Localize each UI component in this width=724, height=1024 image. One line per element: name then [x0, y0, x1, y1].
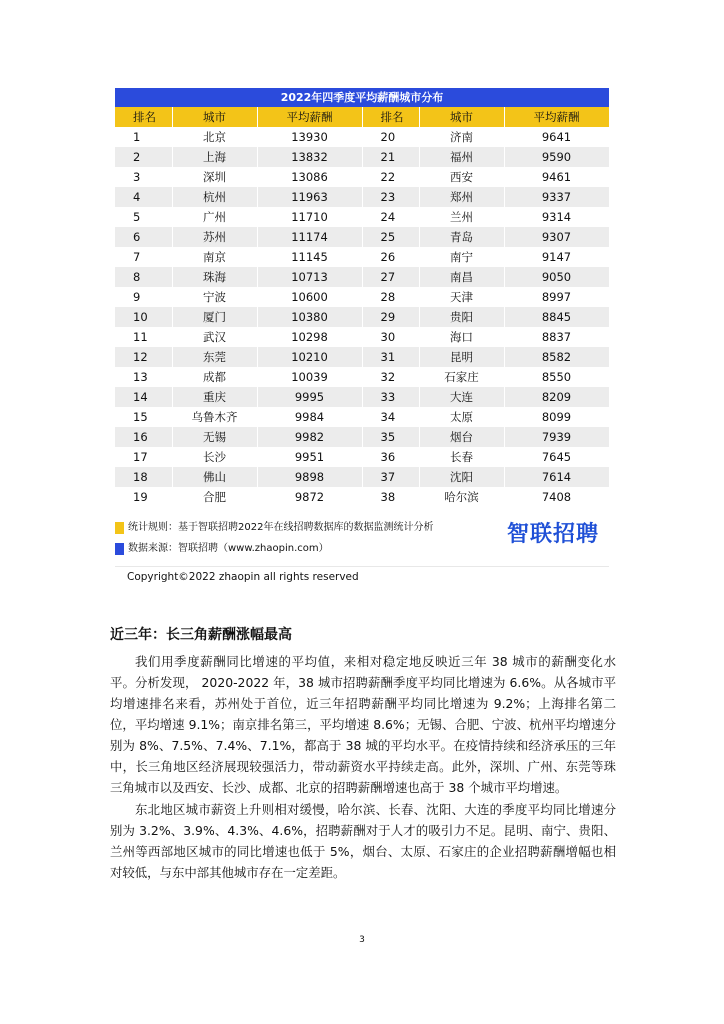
cell-salary: 13930: [257, 127, 362, 147]
page-number: 3: [359, 935, 365, 945]
cell-salary: 11710: [257, 207, 362, 227]
cell-rank: 18: [115, 467, 172, 487]
header-salary: 平均薪酬: [257, 107, 362, 127]
cell-rank: 17: [115, 447, 172, 467]
cell-salary: 13086: [257, 167, 362, 187]
cell-city: 深圳: [172, 167, 257, 187]
cell-salary: 9898: [257, 467, 362, 487]
cell-rank: 16: [115, 427, 172, 447]
cell-salary-2: 7614: [504, 467, 609, 487]
cell-rank-2: 29: [362, 307, 419, 327]
cell-city: 厦门: [172, 307, 257, 327]
table-row: [115, 447, 609, 467]
cell-rank: 4: [115, 187, 172, 207]
cell-city-2: 哈尔滨: [419, 487, 504, 507]
cell-salary: 9982: [257, 427, 362, 447]
table-row: [115, 207, 609, 227]
cell-salary: 11963: [257, 187, 362, 207]
cell-city-2: 沈阳: [419, 467, 504, 487]
cell-salary-2: 9307: [504, 227, 609, 247]
table-row: [115, 307, 609, 327]
cell-salary: 9872: [257, 487, 362, 507]
cell-rank-2: 26: [362, 247, 419, 267]
cell-city-2: 天津: [419, 287, 504, 307]
cell-city-2: 长春: [419, 447, 504, 467]
table-row: [115, 227, 609, 247]
cell-salary-2: 7645: [504, 447, 609, 467]
cell-rank-2: 27: [362, 267, 419, 287]
cell-city-2: 兰州: [419, 207, 504, 227]
header-rank: 排名: [115, 107, 172, 127]
cell-rank-2: 20: [362, 127, 419, 147]
cell-city: 无锡: [172, 427, 257, 447]
cell-rank-2: 35: [362, 427, 419, 447]
cell-rank: 10: [115, 307, 172, 327]
cell-city-2: 贵阳: [419, 307, 504, 327]
cell-salary: 9995: [257, 387, 362, 407]
table-row: [115, 487, 609, 507]
cell-salary-2: 8550: [504, 367, 609, 387]
paragraph-1: 我们用季度薪酬同比增速的平均值，来相对稳定地反映近三年 38 城市的薪酬变化水平。分析发现， 2020-2022 年，38 城市招聘薪酬季度平均同比增速为 6.6%。从各城市平均增速排名来看，苏州处于首位，近三年招聘薪酬平均同比增速为 9.2%；上海排名第二位，平均增速 9.1%；南京排名第三，平均增速 8.6%；无锡、合肥、宁波、杭州平均增速分别为 8%、7.5%、7.4%、7.1%，都高于 38 城的平均水平。在疫情持续和经济承压的三年中，长三角地区经济展现较强活力，带动薪资水平持续走高。此外，深圳、广州、东莞等珠三角城市以及西安、长沙、成都、北京的招聘薪酬增速也高于 38 个城市平均增速。: [110, 654, 616, 795]
cell-salary: 13832: [257, 147, 362, 167]
table-row: [115, 267, 609, 287]
cell-rank-2: 32: [362, 367, 419, 387]
paragraph-2: 东北地区城市薪资上升则相对缓慢，哈尔滨、长春、沈阳、大连的季度平均同比增速分别为 3.2%、3.9%、4.3%、4.6%，招聘薪酬对于人才的吸引力不足。昆明、南宁、贵阳、兰州等西部地区城市的同比增速也低于 5%，烟台、太原、石家庄的企业招聘薪酬增幅也相对较低，与东中部其他城市存在一定差距。: [110, 802, 616, 880]
table-row: [115, 147, 609, 167]
table-row: [115, 467, 609, 487]
cell-salary: 11145: [257, 247, 362, 267]
table-header-row: [115, 107, 609, 127]
cell-rank: 12: [115, 347, 172, 367]
cell-salary-2: 8845: [504, 307, 609, 327]
cell-rank: 15: [115, 407, 172, 427]
cell-city: 珠海: [172, 267, 257, 287]
table-row: [115, 127, 609, 147]
cell-salary-2: 7408: [504, 487, 609, 507]
cell-rank-2: 33: [362, 387, 419, 407]
cell-salary: 10600: [257, 287, 362, 307]
cell-rank: 7: [115, 247, 172, 267]
cell-city-2: 西安: [419, 167, 504, 187]
table-row: [115, 427, 609, 447]
cell-city: 杭州: [172, 187, 257, 207]
cell-rank: 1: [115, 127, 172, 147]
table-row: [115, 407, 609, 427]
cell-city-2: 福州: [419, 147, 504, 167]
cell-rank: 2: [115, 147, 172, 167]
cell-city: 广州: [172, 207, 257, 227]
cell-salary-2: 8997: [504, 287, 609, 307]
cell-city: 南京: [172, 247, 257, 267]
zhaopin-logo: 智联招聘: [506, 522, 599, 547]
cell-salary-2: 7939: [504, 427, 609, 447]
cell-rank-2: 31: [362, 347, 419, 367]
cell-city-2: 郑州: [419, 187, 504, 207]
cell-rank: 9: [115, 287, 172, 307]
cell-salary-2: 9337: [504, 187, 609, 207]
table-row: [115, 187, 609, 207]
cell-city: 东莞: [172, 347, 257, 367]
table-notes: [115, 507, 609, 566]
cell-city-2: 海口: [419, 327, 504, 347]
cell-rank-2: 22: [362, 167, 419, 187]
header-rank-2: 排名: [362, 107, 419, 127]
cell-city: 长沙: [172, 447, 257, 467]
cell-city: 宁波: [172, 287, 257, 307]
salary-table: [115, 107, 610, 507]
table-title: 2022年四季度平均薪酬城市分布: [115, 88, 609, 107]
header-city-2: 城市: [419, 107, 504, 127]
table-row: [115, 247, 609, 267]
table-row: [115, 347, 609, 367]
cell-city-2: 济南: [419, 127, 504, 147]
cell-city: 合肥: [172, 487, 257, 507]
cell-salary: 9984: [257, 407, 362, 427]
cell-city-2: 石家庄: [419, 367, 504, 387]
stat-rule-text: 统计规则：基于智联招聘2022年在线招聘数据库的数据监测统计分析: [128, 522, 434, 533]
data-source-text: 数据来源：智联招聘（www.zhaopin.com）: [128, 543, 329, 554]
cell-salary-2: 8099: [504, 407, 609, 427]
cell-rank: 19: [115, 487, 172, 507]
copyright: Copyright©2022 zhaopin all rights reserved: [115, 566, 609, 587]
cell-rank-2: 21: [362, 147, 419, 167]
cell-rank: 11: [115, 327, 172, 347]
cell-salary-2: 9314: [504, 207, 609, 227]
cell-salary: 10713: [257, 267, 362, 287]
cell-rank-2: 28: [362, 287, 419, 307]
cell-city: 重庆: [172, 387, 257, 407]
cell-salary: 10210: [257, 347, 362, 367]
data-source-note: [115, 542, 329, 555]
table-row: [115, 287, 609, 307]
cell-city: 北京: [172, 127, 257, 147]
cell-rank-2: 30: [362, 327, 419, 347]
cell-salary-2: 8582: [504, 347, 609, 367]
cell-rank-2: 24: [362, 207, 419, 227]
cell-salary-2: 8837: [504, 327, 609, 347]
cell-salary-2: 9590: [504, 147, 609, 167]
stat-rule-note: [115, 521, 433, 534]
cell-rank: 5: [115, 207, 172, 227]
cell-salary: 10380: [257, 307, 362, 327]
yellow-square-icon: [115, 522, 124, 534]
cell-rank-2: 38: [362, 487, 419, 507]
cell-rank-2: 34: [362, 407, 419, 427]
salary-table-figure: [115, 88, 609, 587]
cell-city: 佛山: [172, 467, 257, 487]
cell-city: 武汉: [172, 327, 257, 347]
cell-city-2: 南宁: [419, 247, 504, 267]
cell-city: 乌鲁木齐: [172, 407, 257, 427]
cell-salary-2: 9147: [504, 247, 609, 267]
cell-salary-2: 9050: [504, 267, 609, 287]
cell-salary: 10039: [257, 367, 362, 387]
cell-rank-2: 25: [362, 227, 419, 247]
cell-city-2: 大连: [419, 387, 504, 407]
table-body: [115, 127, 609, 507]
cell-rank: 13: [115, 367, 172, 387]
cell-rank-2: 37: [362, 467, 419, 487]
header-salary-2: 平均薪酬: [504, 107, 609, 127]
cell-salary: 11174: [257, 227, 362, 247]
section-heading: 近三年：长三角薪酬涨幅最高: [110, 627, 292, 643]
blue-square-icon: [115, 543, 124, 555]
cell-rank-2: 23: [362, 187, 419, 207]
cell-city-2: 太原: [419, 407, 504, 427]
table-row: [115, 387, 609, 407]
cell-salary-2: 8209: [504, 387, 609, 407]
table-row: [115, 367, 609, 387]
cell-rank: 14: [115, 387, 172, 407]
cell-salary: 10298: [257, 327, 362, 347]
cell-rank: 6: [115, 227, 172, 247]
cell-salary-2: 9641: [504, 127, 609, 147]
cell-city-2: 青岛: [419, 227, 504, 247]
cell-rank: 3: [115, 167, 172, 187]
cell-rank-2: 36: [362, 447, 419, 467]
cell-city-2: 南昌: [419, 267, 504, 287]
cell-rank: 8: [115, 267, 172, 287]
table-row: [115, 167, 609, 187]
cell-city-2: 昆明: [419, 347, 504, 367]
cell-city: 成都: [172, 367, 257, 387]
cell-salary-2: 9461: [504, 167, 609, 187]
cell-salary: 9951: [257, 447, 362, 467]
table-row: [115, 327, 609, 347]
cell-city-2: 烟台: [419, 427, 504, 447]
cell-city: 上海: [172, 147, 257, 167]
cell-city: 苏州: [172, 227, 257, 247]
header-city: 城市: [172, 107, 257, 127]
